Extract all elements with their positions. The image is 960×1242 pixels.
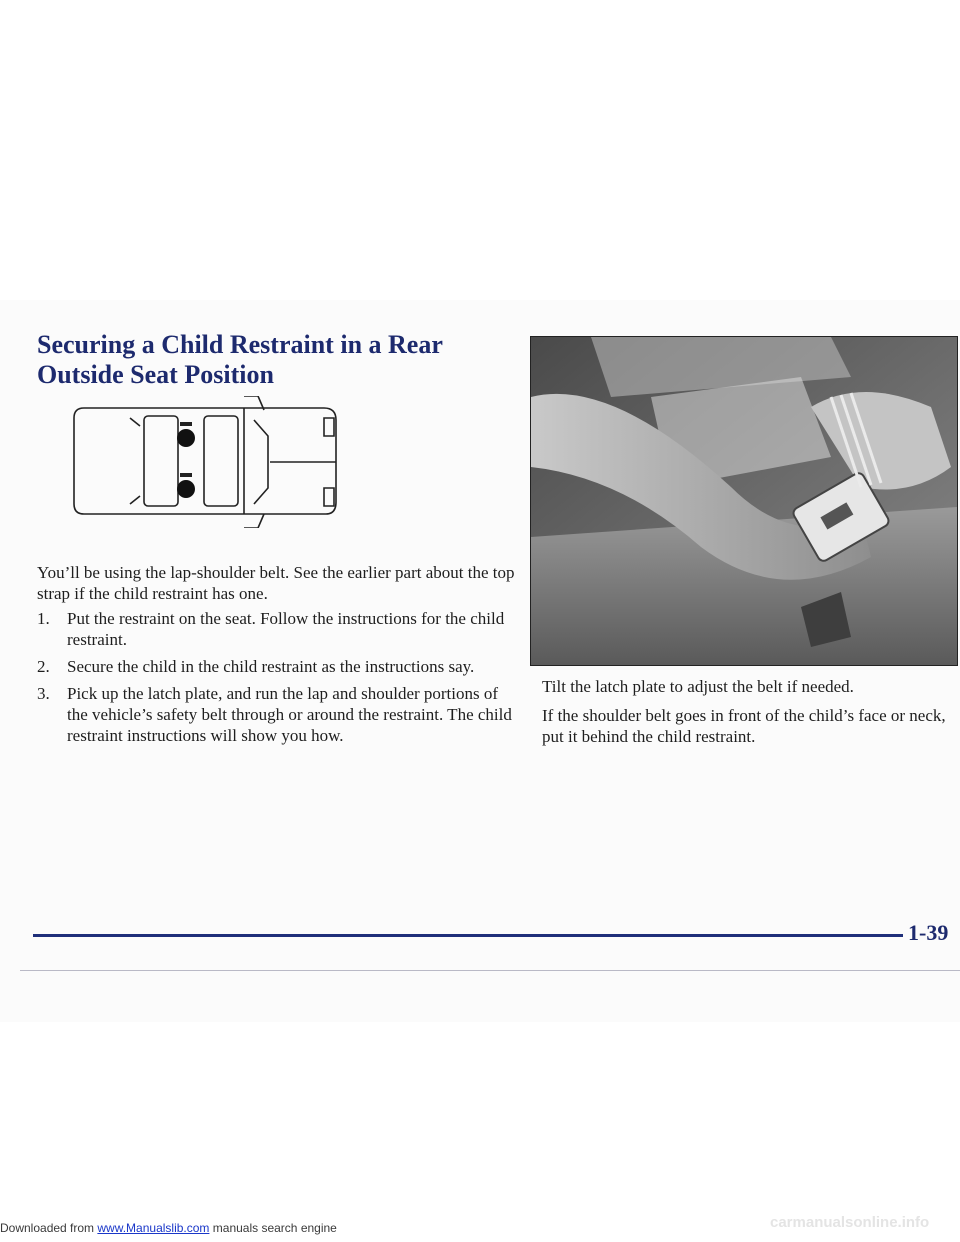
step-number: 3. — [37, 684, 50, 703]
caption-tilt: Tilt the latch plate to adjust the belt if needed. — [542, 677, 854, 696]
download-footer — [0, 1221, 337, 1235]
section-title-line-2: Outside Seat Position — [37, 360, 274, 389]
step-number: 2. — [37, 657, 50, 676]
intro-paragraph: You’ll be using the lap-shoulder belt. See the earlier part about the top strap if the child restraint has one. — [37, 563, 515, 603]
manualslib-link[interactable]: www.Manualslib.com — [97, 1221, 210, 1235]
list-item — [37, 608, 515, 650]
page-number: 1-39 — [908, 920, 949, 945]
latch-plate-photo — [530, 336, 958, 666]
instruction-list — [37, 608, 515, 752]
step-text: Put the restraint on the seat. Follow the instructions for the child restraint. — [67, 609, 505, 649]
section-title — [37, 330, 497, 390]
list-item — [37, 656, 515, 677]
caption-shoulder-belt: If the shoulder belt goes in front of the child’s face or neck, put it behind the child restraint. — [542, 706, 946, 746]
divider — [20, 970, 960, 971]
section-title-line-1: Securing a Child Restraint in a Rear — [37, 330, 443, 359]
photo-caption — [542, 676, 952, 755]
step-text: Pick up the latch plate, and run the lap and shoulder portions of the vehicle’s safety belt through or around the restraint. The child restraint instructions will show you how. — [67, 684, 512, 745]
watermark: carmanualsonline.info — [770, 1214, 930, 1231]
footer-suffix: manuals search engine — [209, 1221, 337, 1235]
vehicle-seating-diagram — [68, 396, 343, 528]
list-item — [37, 683, 515, 746]
step-number: 1. — [37, 609, 50, 628]
footer-rule — [33, 934, 903, 937]
footer-prefix: Downloaded from — [0, 1221, 98, 1235]
step-text: Secure the child in the child restraint as the instructions say. — [67, 657, 475, 676]
